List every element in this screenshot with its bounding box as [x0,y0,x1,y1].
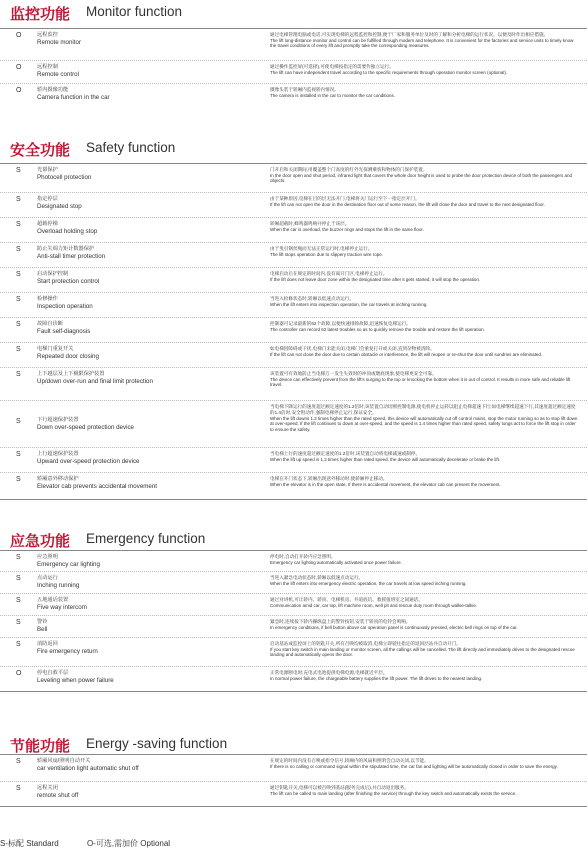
feature-desc-en: The lift long-distance monitor and control can be fulfilled through modem and telephone. It is convenient for the factories and service units to timely know the travel conditions of every lift and promptly take the corresponding measures. [270,38,574,49]
feature-row [0,267,587,292]
feature-row [0,615,587,637]
feature-row [0,217,587,242]
section-energy-saving [0,735,587,799]
feature-name-cn: 停电自救平层 [37,670,69,676]
feature-table [0,550,587,692]
availability-mark: O [16,32,22,39]
section-emergency [0,530,587,684]
availability-mark: O [16,670,22,677]
feature-row [0,781,587,807]
feature-row [0,754,587,781]
feature-desc-en: The camera is installed in the car to monitor the car conditions. [270,93,396,98]
feature-name-en: Inching running [37,582,80,589]
feature-row [0,666,587,692]
feature-desc-en: The lift stops operation due to slippery traction wire rope. [270,252,384,257]
availability-mark: S [16,271,21,278]
feature-table [0,28,587,106]
feature-desc-en: If there is no calling or command signal within the stipulated time, the car fan and lighting will be automatically closed in order to save the energy. [270,764,558,769]
legend-optional: O-可选,需加价 Optional [86,839,171,848]
feature-desc-cn: 当进入检修状态时,轿厢以低速点动运行。 [270,296,354,301]
section-safety [0,139,587,490]
feature-name-cn: 警铃 [37,619,48,625]
availability-mark: S [16,758,21,765]
feature-desc-cn: 电梯在开门状态下,轿厢出现意外移动时,使轿厢停止移动。 [270,476,388,481]
feature-desc-cn: 控制器可记录最新的62个故障,以便快速排除故障,迅速恢复电梯运行。 [270,321,411,326]
feature-name-en: Five way intercom [37,604,87,611]
section-monitor [0,3,587,101]
feature-desc-cn: 通过电梯管理电脑或电话,可实现电梯的远程监控和控制,便于厂家和服务单位及时的了解和分析电梯的运行状况。以便及时作出相应措施。 [270,32,549,37]
availability-mark: S [16,296,21,303]
feature-desc-en: The device can effectively prevent from the lift's surging to the top or knocking the bottom when it is out of control. It results in more safe and reliable lift travel. [270,377,571,388]
legend-standard: S-标配 Standard [0,839,59,848]
feature-name-cn: 轿厢风扇/照明自动开关 [37,758,91,764]
feature-name-en: Leveling when power failure [37,677,114,684]
feature-desc-en: The lift can be called to main landing (after finishing the service) through the key switch and automatically exists the service. [270,791,517,796]
feature-name-cn: 远程监控 [37,32,58,38]
availability-mark: S [16,321,21,328]
feature-name-en: Designated stop [37,203,82,210]
feature-row [0,400,587,447]
feature-name-en: Fire emergency return [37,648,98,655]
availability-mark: S [16,597,21,604]
feature-desc-cn: 该装置可有效地防止当电梯万一发生失效时的冲顶或墩底现象,使电梯更安全可靠。 [270,371,437,376]
availability-mark: S [16,619,21,626]
feature-name-cn: 点动运行 [37,575,58,581]
availability-mark: S [16,346,21,353]
feature-name-cn: 远程控制 [37,64,58,70]
feature-desc-cn: 正常电源断电时,充电式电池提供电梯电源,电梯就近平层。 [270,670,388,675]
feature-desc-cn: 紧急时,连续按下轿内操纵盘上的警铃按钮,安装于轿顶的电铃会鸣响。 [270,619,411,624]
feature-name-cn: 防止失调力矩计数器保护 [37,246,95,252]
feature-desc-cn: 通过操作监控屏(可选择),可使电梯按指定的需要作独立运行。 [270,64,394,69]
availability-mark: S [16,575,21,582]
feature-desc-en: Communication amid car, car top, lift machine room, well pit and rescue duty room through walkie-talkie. [270,603,478,608]
feature-desc-cn: 轿厢超载时,蜂鸣器鸣响并停止于该层。 [270,221,350,226]
feature-name-cn: 上下越层及上下极限保护装置 [37,371,105,377]
feature-name-cn: 指定停层 [37,196,58,202]
feature-row [0,593,587,615]
feature-row [0,342,587,367]
availability-mark: S [16,196,21,203]
feature-row [0,367,587,400]
availability-mark: S [16,418,21,425]
feature-desc-en: If the lift can not open the door in the destination floor out of some reason, the lift will close the door and travel to the next designated floor. [270,202,545,207]
section-title-en: Safety function [86,140,176,155]
feature-row [0,472,587,500]
feature-name-cn: 上行超速保护装置 [37,451,79,457]
availability-mark: S [16,221,21,228]
feature-row [0,83,587,106]
feature-desc-cn: 由于曳引钢丝绳而无法正常运行时,电梯停止运行。 [270,246,373,251]
feature-desc-cn: 当电梯上行的速度超过额定速度的1.2倍时,该装置自动将电梯减速或制停。 [270,451,421,456]
section-title [0,3,587,25]
feature-name-en: Camera function in the car [37,94,110,101]
availability-mark: S [16,451,21,458]
feature-name-cn: 下行超速保护装置 [37,417,79,423]
feature-desc-en: When the elevator is in the open state, If there is accidental movement, the elevator cab can present the movement. [270,482,501,487]
section-title-cn: 节能功能 [10,738,71,755]
feature-row [0,571,587,593]
feature-name-cn: 消防返回 [37,641,58,647]
feature-desc-en: If you start key switch in main landing or monitor screen, all the callings will be cancelled. The lift directly and immediately drives to the designated rescue landing and automatically opens the door. [270,647,575,658]
feature-name-en: Overload holding stop [37,228,98,235]
feature-name-cn: 检修操作 [37,296,58,302]
feature-row [0,292,587,317]
feature-desc-cn: 当进入紧急电动状态时,轿厢以低速点动运行。 [270,575,364,580]
section-title-en: Monitor function [86,4,183,19]
feature-name-cn: 远程关闭 [37,785,58,791]
feature-name-en: car ventilation light automatic shut off [37,765,139,772]
feature-name-en: Down over-speed protection device [37,424,134,431]
feature-name-en: Repeated door closing [37,353,99,360]
section-title-cn: 监控功能 [10,6,71,23]
feature-name-en: Remote monitor [37,39,82,46]
feature-row [0,447,587,472]
feature-desc-cn: 摄像头装于轿厢内监视轿内情况。 [270,87,339,92]
feature-name-en: Bell [37,626,48,633]
availability-mark: S [16,246,21,253]
feature-row [0,242,587,267]
feature-desc-en: Emergency car lighting automatically activated once power failure. [270,560,402,565]
feature-row [0,28,587,60]
feature-row [0,163,587,192]
section-title-en: Emergency function [86,531,206,546]
section-title [0,530,587,552]
feature-name-en: Anti-stall timer protection [37,253,106,260]
feature-name-cn: 电梯门重复开关 [37,346,74,352]
feature-name-en: Elevator cab prevents accidental movement [37,483,158,490]
feature-desc-en: In the door open and shut period, infrared light that covers the whole door height is used to probe the door protection device of both the passengers and objects. [270,173,572,184]
section-title-cn: 应急功能 [10,533,71,550]
feature-name-en: Remote control [37,71,79,78]
feature-row [0,60,587,83]
section-title [0,139,587,161]
feature-name-cn: 应急照明 [37,554,58,560]
feature-table [0,754,587,807]
feature-name-cn: 启动保护控制 [37,271,69,277]
feature-desc-en: In emergency conditions, if bell button above car operation panel is continuously pressed, electric bell rings on top of the car. [270,625,518,630]
feature-desc-cn: 当电梯下降运行的速度超过额定速度的1.2倍时,该装置自动切断控制电源,使电机停止运转以阻止电梯超速下行;如电梯继续超速下行,其速度超过额定速度的1.4倍时,安全钳动作,强制电梯停止运行,保证安全。 [270,404,576,415]
feature-name-en: Emergency car lighting [37,561,100,568]
feature-desc-en: When the car is overload, the buzzer rings and stops the lift in the same floor. [270,227,424,232]
feature-desc-cn: 如电梯因障碍或干扰,电梯门未能关闭,电梯门会重复打开或关闭,直到杂物被清除。 [270,346,435,351]
feature-desc-en: If the lift does not leave door zone within the designated time after it gets started, it will stop the operation. [270,277,481,282]
feature-desc-cn: 通过钥匙开关,电梯可以被召唤到基站(服务完成后),并自动退出服务。 [270,785,409,790]
feature-row [0,192,587,217]
feature-desc-en: When the lift up speed is 1.2 times higher than rated speed, the device will automatically decelerate or brake the lift. [270,457,501,462]
feature-name-en: remote shut off [37,792,79,799]
feature-row [0,550,587,571]
feature-name-en: Inspection operation [37,303,93,310]
feature-desc-en: In normal power failure, the chargeable battery supplies the lift power. The lift drives to the nearest landing. [270,676,483,681]
availability-mark: S [16,371,21,378]
feature-desc-cn: 门开启和关闭期间,用覆盖整个门高度的红外光探测乘客和物体的门保护装置。 [270,167,428,172]
feature-row [0,317,587,342]
feature-desc-en: When the lift enters into inspection operation, the car travels at inching running. [270,302,428,307]
feature-desc-en: When the lift downs 1.2 times higher than the rated speed, this device will automatically cut off control mains, stop the motor running so as to stop lift down at over-speed. If the lift continues to down at over-speed, and the speed is 1.4 times higher than rated speed, safety tongs act to force the lift stop in order to ensure the safety. [270,416,578,432]
availability-mark: S [16,167,21,174]
feature-row [0,637,587,666]
feature-name-cn: 轿内摄像功能 [37,87,69,93]
availability-mark: S [16,785,21,792]
feature-name-en: Upward over-speed protection device [37,458,140,465]
feature-desc-cn: 通过对讲机,可让轿内、轿顶、电梯机房、井道底坑、救援值班室之间通话。 [270,597,423,602]
feature-table [0,163,587,500]
availability-mark: S [16,641,21,648]
feature-name-en: Start protection control [37,278,100,285]
availability-mark: O [16,87,22,94]
feature-desc-en: When the lift enters into emergency electric operation, the car travels at low speed inching running. [270,581,467,586]
feature-desc-en: If the lift can not close the door due to certain obstacle or interference, the lift will reopen or re-shut the door until sundries are eliminated. [270,352,543,357]
feature-name-cn: 轿厢意外移动保护 [37,476,79,482]
legend [0,838,170,849]
feature-desc-en: The controller can record 62 latest troubles so as to quickly remove the trouble and restore the lift operation. [270,327,485,332]
availability-mark: S [16,554,21,561]
feature-name-en: Up/down over-run and final limit protection [37,378,153,385]
feature-name-cn: 光幕保护 [37,167,58,173]
feature-name-cn: 故障自诊断 [37,321,63,327]
feature-desc-cn: 电梯启动后在规定的时间内,没有离开门区,电梯停止运行。 [270,271,388,276]
feature-name-cn: 五地通话装置 [37,597,69,603]
feature-desc-cn: 在规定的时间内没有召唤或指令信号,轿厢内的风扇和照明会自动关闭,以节能。 [270,758,429,763]
feature-name-en: Fault self-diagnosis [37,328,91,335]
availability-mark: S [16,476,21,483]
section-title-en: Energy -saving function [86,736,228,751]
feature-desc-en: The lift can have independent travel according to the specific requirements through operation monitor screen (optional). [270,70,508,75]
feature-desc-cn: 停电时,自动打开轿内应急照明。 [270,554,336,559]
feature-name-en: Photocell protection [37,174,92,181]
section-title-cn: 安全功能 [10,142,71,159]
availability-mark: O [16,64,22,71]
feature-desc-cn: 由于某种原因,电梯在目的层无法开门,电梯将关门运行至下一指定层开门。 [270,196,420,201]
feature-name-cn: 超载停梯 [37,221,58,227]
feature-desc-cn: 启动基站或监控屏上的钥匙开关,所有召唤均被取消,电梯立即驶往指定的返回层站并自动开门。 [270,641,461,646]
